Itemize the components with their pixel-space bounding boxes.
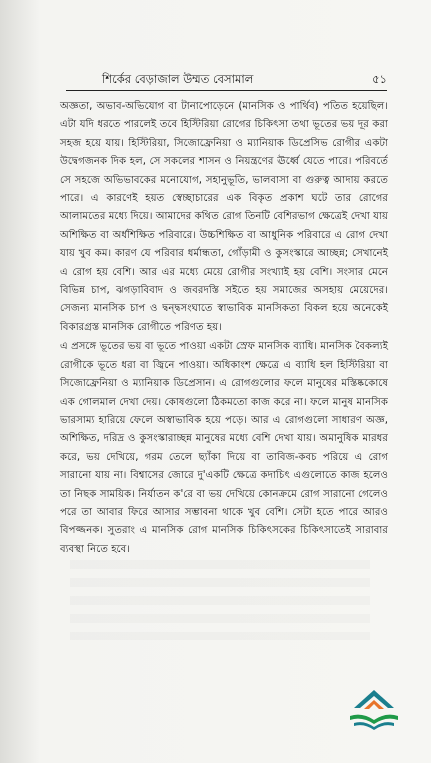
page-number: ৫১: [372, 72, 387, 86]
page-header: [66, 70, 387, 91]
running-head: শির্কের বেড়াজাল উম্মত বেসামাল: [102, 72, 254, 86]
bleed-through-shadow: [70, 560, 370, 640]
publisher-logo-icon: [346, 686, 402, 736]
body-text: [60, 98, 388, 560]
paragraph-2: এ প্রসঙ্গে ভূতের ভয় বা ভূতে পাওয়া একটা স্রেফ মানসিক ব্যাধি। মানসিক বৈকল্যই রোগীকে ভূতে ধরা বা জ্বিনে পাওয়া। অধিকাংশ ক্ষেত্রে এ ব্যাধি হল হিস্টিরিয়া বা সিজোফ্রেনিয়া ও ম্যানিয়াক ডিপ্রেসান। এ রোগগুলোর ফলে মানুষের মস্তিষ্ককোষে এক গোলমাল দেখা দেয়। কোষগুলো ঠিকমতো কাজ করে না। ফলে মানুষ মানসিক ভারসাম্য হারিয়ে ফেলে অস্বাভাবিক হয়ে পড়ে। আর এ রোগগুলো সাধারণ অজ্ঞ, অশিক্ষিত, দরিদ্র ও কুসংস্কারাচ্ছন্ন মানুষের মধ্যে বেশি দেখা যায়। অমানুষিক মারধর করে, ভয় দেখিয়ে, গরম তেলে ছ্যাঁকা দিয়ে বা তাবিজ-কবচ পরিয়ে এ রোগ সারানো যায় না। বিশ্বাসের জোরে দু'একটি ক্ষেত্রে কদাচিৎ এগুলোতে কাজ হলেও তা নিছক সাময়িক। নির্যাতন ক'রে বা ভয় দেখিয়ে কোনক্রমে রোগ সারানো গেলেও পরে তা আবার ফিরে আসার সম্ভাবনা থাকে খুব বেশি। সেটা হতে পারে আরও বিপজ্জনক। সুতরাং এ মানসিক রোগ মানসিক চিকিৎসকের চিকিৎসাতেই সারাবার ব্যবস্থা নিতে হবে।: [60, 341, 388, 555]
paragraph-1: অজ্ঞতা, অভাব-অভিযোগ বা টানাপোড়েনে (মানসিক ও পার্থিব) পতিত হয়েছিল। এটা যদি ধরতে পারলেই তবে হিস্টিরিয়া রোগের চিকিৎসা তথা ভূতের ভয় দূর করা সহজ হয়ে যায়। হিস্টিরিয়া, সিজোফ্রেনিয়া ও ম্যানিয়াক ডিপ্রেসিভ রোগীর একটা উদ্বেগজনক দিক হল, সে সকলের শাসন ও নিয়ন্ত্রণের ঊর্ধ্বে যেতে পারে। পরিবর্তে সে সহজে অভিভাবকের মনোযোগ, সহানুভূতি, ভালবাসা বা গুরুত্ব আদায় করতে পারে। এ কারণেই হয়ত স্বেচ্ছাচারের এক বিকৃত প্রকাশ ঘটে তার রোগের আলামতের মধ্যে দিয়ে। আমাদের কথিত রোগ তিনটি বেশিরভাগ ক্ষেত্রেই দেখা যায় অশিক্ষিত বা অর্ধশিক্ষিত পরিবারে। উচ্চশিক্ষিত বা আধুনিক পরিবারে এ রোগ দেখা যায় খুব কম। কারণ যে পরিবার ধর্মান্ধতা, গোঁড়ামী ও কুসংস্কারে আচ্ছন্ন; সেখানেই এ রোগ হয় বেশি। আর এর মধ্যে মেয়ে রোগীর সংখ্যাই হয় বেশি। সংসার মেনে বিভিন্ন চাপ, ঝগড়াবিবাদ ও জবরদস্তি সইতে হয় সমাজের অসহায় মেয়েদের। সেজন্য মানসিক চাপ ও দ্বন্দ্বসংঘাতে স্বাভাবিক মানসিকতা বিকল হয়ে অনেকেই বিকারগ্রস্ত মানসিক রোগীতে পরিণত হয়।: [60, 101, 388, 333]
